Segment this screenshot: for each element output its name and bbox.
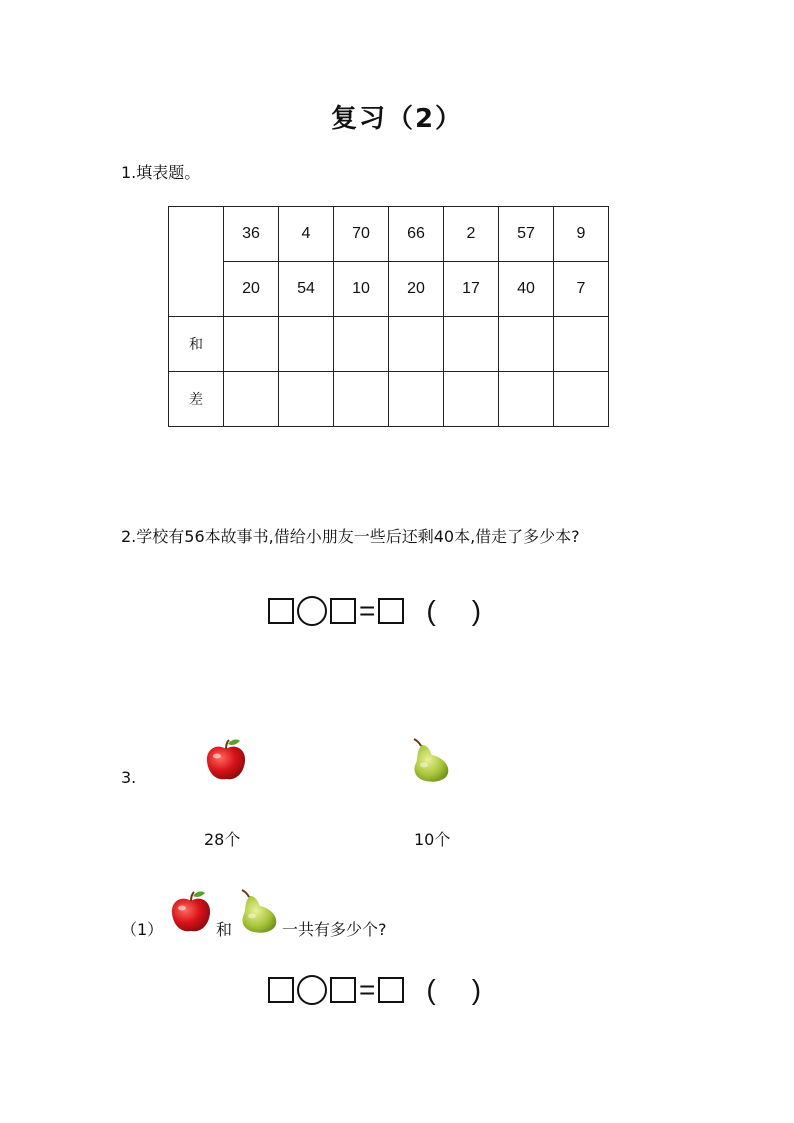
q2-text: 2.学校有56本故事书,借给小朋友一些后还剩40本,借走了多少本? [121,527,580,546]
answer-cell[interactable] [334,372,389,427]
apple-count: 28个 [204,830,241,849]
answer-cell[interactable] [389,372,444,427]
apple-icon [203,737,249,783]
pear-count: 10个 [414,830,451,849]
answer-cell[interactable] [444,372,499,427]
operator-circle[interactable] [297,975,327,1005]
table-cell: 7 [554,262,609,317]
table-cell: 40 [499,262,554,317]
table-cell: 54 [279,262,334,317]
answer-cell[interactable] [334,317,389,372]
table-row [169,207,609,262]
pear-icon [236,888,280,934]
answer-cell[interactable] [389,317,444,372]
row-label-difference: 差 [169,372,224,427]
table-row [169,262,609,317]
table-row-difference [169,372,609,427]
table-cell: 10 [334,262,389,317]
pear-icon [408,737,452,783]
unit-paren-open: ( [426,974,436,1005]
table-cell: 70 [334,207,389,262]
answer-box[interactable] [268,598,294,624]
unit-paren-close: ) [471,595,482,626]
q3-equation [268,975,481,1005]
answer-cell[interactable] [499,372,554,427]
result-box[interactable] [378,977,404,1003]
and-text: 和 [216,920,233,939]
sub1-prefix: （1） [121,920,164,939]
answer-cell[interactable] [554,372,609,427]
answer-cell[interactable] [224,317,279,372]
header-blank-cell [169,207,224,317]
answer-cell[interactable] [554,317,609,372]
table-row-sum [169,317,609,372]
q2-equation [268,596,481,626]
result-box[interactable] [378,598,404,624]
equals-sign: = [359,595,376,626]
table-cell: 2 [444,207,499,262]
page-title: 复习（2） [330,104,464,134]
sub1-question: 一共有多少个? [282,920,387,939]
table-cell: 66 [389,207,444,262]
q1-label: 1.填表题。 [121,163,201,182]
answer-cell[interactable] [279,317,334,372]
answer-box[interactable] [268,977,294,1003]
answer-cell[interactable] [224,372,279,427]
answer-box[interactable] [330,977,356,1003]
table-cell: 20 [224,262,279,317]
fill-table [168,206,609,427]
answer-cell[interactable] [444,317,499,372]
apple-icon [168,889,214,935]
answer-cell[interactable] [499,317,554,372]
table-cell: 9 [554,207,609,262]
table-cell: 17 [444,262,499,317]
q3-label: 3. [121,768,137,787]
table-cell: 20 [389,262,444,317]
operator-circle[interactable] [297,596,327,626]
unit-paren-close: ) [471,974,482,1005]
table-cell: 4 [279,207,334,262]
row-label-sum: 和 [169,317,224,372]
table-cell: 57 [499,207,554,262]
answer-cell[interactable] [279,372,334,427]
equals-sign: = [359,974,376,1005]
answer-box[interactable] [330,598,356,624]
unit-paren-open: ( [426,595,436,626]
table-cell: 36 [224,207,279,262]
